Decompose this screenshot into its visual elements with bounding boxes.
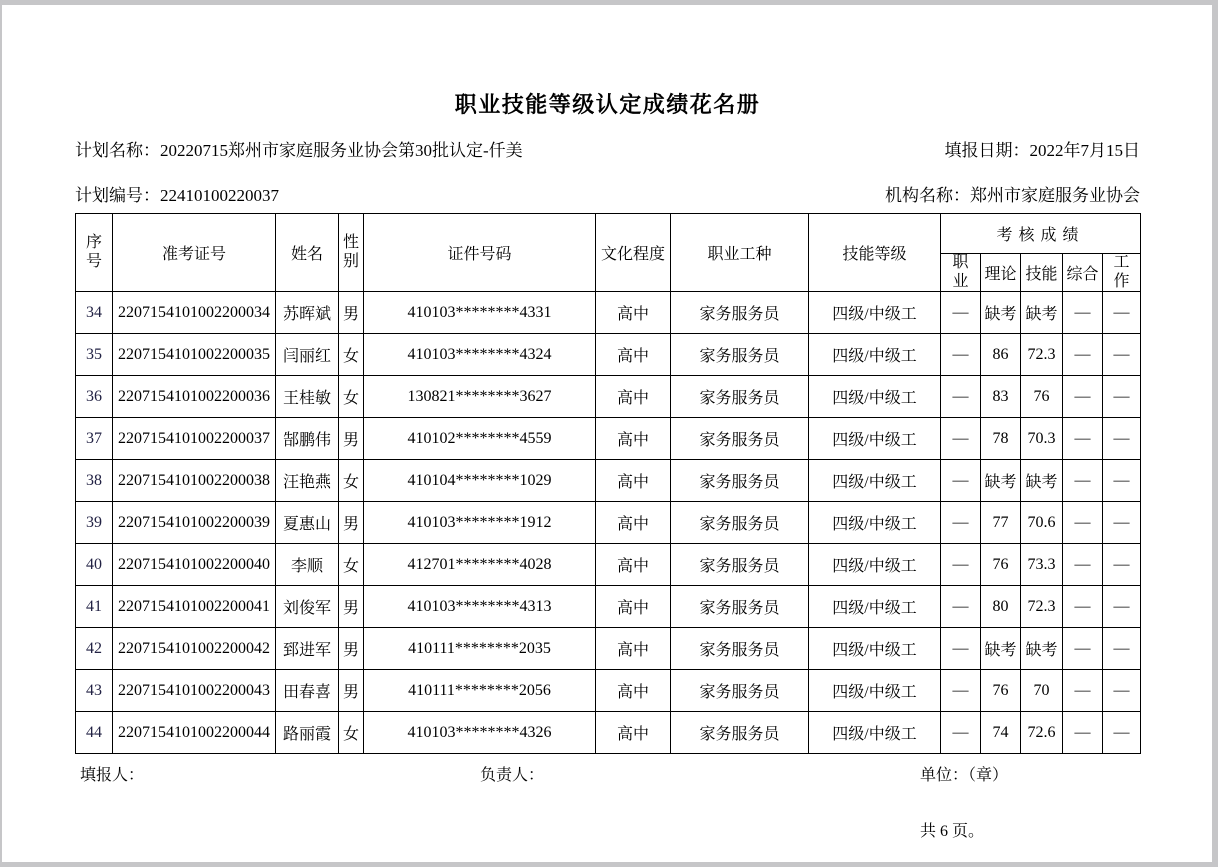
table-cell: 2207154101002200034 xyxy=(113,292,276,334)
report-date-value: 2022年7月15日 xyxy=(1029,141,1140,160)
table-cell: 76 xyxy=(1021,376,1063,418)
plan-code-label: 计划编号： xyxy=(75,186,160,205)
table-cell: 男 xyxy=(339,292,364,334)
table-cell: — xyxy=(1103,376,1141,418)
table-cell: 缺考 xyxy=(1021,628,1063,670)
table-cell: — xyxy=(1103,334,1141,376)
plan-code-value: 22410100220037 xyxy=(160,186,279,205)
table-cell: — xyxy=(941,586,981,628)
table-cell: 四级/中级工 xyxy=(809,292,941,334)
table-cell: 410102********4559 xyxy=(364,418,596,460)
table-cell: 高中 xyxy=(596,544,671,586)
table-cell: 410103********4331 xyxy=(364,292,596,334)
table-cell: 缺考 xyxy=(981,292,1021,334)
col-header-name: 姓名 xyxy=(276,214,339,292)
table-cell: 高中 xyxy=(596,376,671,418)
table-cell: 2207154101002200037 xyxy=(113,418,276,460)
table-cell: — xyxy=(1063,670,1103,712)
table-cell: 男 xyxy=(339,628,364,670)
table-row xyxy=(76,376,1141,418)
table-cell: — xyxy=(1103,586,1141,628)
table-cell: 72.6 xyxy=(1021,712,1063,754)
table-cell: 40 xyxy=(76,544,113,586)
table-cell: — xyxy=(941,376,981,418)
table-cell: 苏晖斌 xyxy=(276,292,339,334)
col-header-score-work xyxy=(1103,254,1141,292)
table-cell: 家务服务员 xyxy=(671,418,809,460)
col-header-education: 文化程度 xyxy=(596,214,671,292)
meta-line-2 xyxy=(75,181,1140,206)
table-cell: — xyxy=(1063,502,1103,544)
table-cell: — xyxy=(941,460,981,502)
table-cell: 2207154101002200042 xyxy=(113,628,276,670)
plan-code xyxy=(75,181,279,206)
table-cell: 2207154101002200040 xyxy=(113,544,276,586)
col-header-score-occupation xyxy=(941,254,981,292)
table-cell: 2207154101002200041 xyxy=(113,586,276,628)
org-name-label: 机构名称： xyxy=(885,186,970,205)
table-cell: — xyxy=(941,544,981,586)
col-header-seq-label: 序号 xyxy=(85,234,102,270)
table-cell: 2207154101002200043 xyxy=(113,670,276,712)
table-cell: 83 xyxy=(981,376,1021,418)
table-cell: — xyxy=(1103,460,1141,502)
plan-name-label: 计划名称： xyxy=(75,141,160,160)
table-cell: — xyxy=(941,712,981,754)
table-cell: 女 xyxy=(339,544,364,586)
table-cell: 四级/中级工 xyxy=(809,502,941,544)
col-header-gender xyxy=(339,214,364,292)
table-cell: — xyxy=(941,670,981,712)
table-cell: 43 xyxy=(76,670,113,712)
table-cell: — xyxy=(1063,544,1103,586)
col-header-score-comprehensive: 综合 xyxy=(1063,254,1103,292)
table-body xyxy=(76,292,1141,754)
table-cell: 86 xyxy=(981,334,1021,376)
table-cell: 70 xyxy=(1021,670,1063,712)
table-row xyxy=(76,502,1141,544)
table-cell: — xyxy=(941,628,981,670)
table-cell: 37 xyxy=(76,418,113,460)
table-cell: 410103********4326 xyxy=(364,712,596,754)
table-cell: — xyxy=(1063,586,1103,628)
manager-label: 负责人： xyxy=(480,767,545,784)
table-cell: — xyxy=(941,418,981,460)
table-cell: 男 xyxy=(339,502,364,544)
table-cell: 四级/中级工 xyxy=(809,334,941,376)
table-cell: 田春喜 xyxy=(276,670,339,712)
table-cell: 闫丽红 xyxy=(276,334,339,376)
table-cell: 缺考 xyxy=(981,460,1021,502)
table-cell: 王桂敏 xyxy=(276,376,339,418)
table-cell: 2207154101002200038 xyxy=(113,460,276,502)
table-cell: 80 xyxy=(981,586,1021,628)
table-cell: 高中 xyxy=(596,502,671,544)
table-cell: 家务服务员 xyxy=(671,544,809,586)
table-cell: 76 xyxy=(981,670,1021,712)
table-cell: 36 xyxy=(76,376,113,418)
table-cell: 高中 xyxy=(596,460,671,502)
table-cell: 2207154101002200044 xyxy=(113,712,276,754)
table-cell: 汪艳燕 xyxy=(276,460,339,502)
table-cell: 四级/中级工 xyxy=(809,418,941,460)
footer-row xyxy=(75,762,1140,782)
table-cell: 410103********4313 xyxy=(364,586,596,628)
col-header-score-skill: 技能 xyxy=(1021,254,1063,292)
col-header-score-occupation-label: 职业 xyxy=(952,254,969,290)
table-cell: 高中 xyxy=(596,586,671,628)
table-cell: 女 xyxy=(339,334,364,376)
table-cell: 72.3 xyxy=(1021,586,1063,628)
table-cell: 女 xyxy=(339,376,364,418)
header-row-1 xyxy=(76,214,1141,254)
table-cell: 78 xyxy=(981,418,1021,460)
table-cell: 男 xyxy=(339,670,364,712)
table-cell: 74 xyxy=(981,712,1021,754)
table-cell: 412701********4028 xyxy=(364,544,596,586)
page-title: 职业技能等级认定成绩花名册 xyxy=(454,92,761,117)
org-name xyxy=(885,181,1140,206)
table-cell: 410104********1029 xyxy=(364,460,596,502)
table-cell: 家务服务员 xyxy=(671,502,809,544)
table-cell: 家务服务员 xyxy=(671,670,809,712)
unit-seal-label: 单位：（章） xyxy=(920,767,1009,784)
col-header-score-group: 考核成绩 xyxy=(941,214,1141,254)
col-header-id-no: 证件号码 xyxy=(364,214,596,292)
table-cell: 家务服务员 xyxy=(671,628,809,670)
table-cell: 44 xyxy=(76,712,113,754)
col-header-score-work-label: 工作 xyxy=(1113,254,1130,290)
table-cell: — xyxy=(1103,418,1141,460)
table-cell: — xyxy=(1103,544,1141,586)
report-date xyxy=(945,136,1141,161)
table-cell: 郜鹏伟 xyxy=(276,418,339,460)
table-cell: 35 xyxy=(76,334,113,376)
table-cell: 高中 xyxy=(596,628,671,670)
table-cell: 男 xyxy=(339,418,364,460)
table-cell: 男 xyxy=(339,586,364,628)
plan-name-value: 20220715郑州市家庭服务业协会第30批认定-仟美 xyxy=(160,141,523,160)
table-cell: — xyxy=(1063,628,1103,670)
table-cell: — xyxy=(1103,292,1141,334)
table-cell: 高中 xyxy=(596,670,671,712)
table-cell: 家务服务员 xyxy=(671,712,809,754)
table-cell: 70.6 xyxy=(1021,502,1063,544)
table-cell: — xyxy=(1063,376,1103,418)
document-content xyxy=(75,5,1140,862)
table-cell: 高中 xyxy=(596,712,671,754)
table-cell: 410111********2035 xyxy=(364,628,596,670)
table-cell: — xyxy=(941,334,981,376)
table-cell: 72.3 xyxy=(1021,334,1063,376)
report-date-label: 填报日期： xyxy=(944,141,1030,160)
table-cell: 缺考 xyxy=(1021,292,1063,334)
table-row xyxy=(76,418,1141,460)
col-header-exam-no: 准考证号 xyxy=(113,214,276,292)
table-cell: — xyxy=(1103,502,1141,544)
table-row xyxy=(76,586,1141,628)
page-count: 共 6 页。 xyxy=(920,823,985,840)
table-row xyxy=(76,334,1141,376)
table-cell: 70.3 xyxy=(1021,418,1063,460)
table-cell: 高中 xyxy=(596,292,671,334)
table-cell: 家务服务员 xyxy=(671,586,809,628)
table-cell: 李顺 xyxy=(276,544,339,586)
table-cell: 41 xyxy=(76,586,113,628)
col-header-seq xyxy=(76,214,113,292)
col-header-skill-level: 技能等级 xyxy=(809,214,941,292)
table-cell: 路丽霞 xyxy=(276,712,339,754)
col-header-score-theory: 理论 xyxy=(981,254,1021,292)
table-row xyxy=(76,544,1141,586)
table-cell: — xyxy=(1063,292,1103,334)
table-cell: — xyxy=(941,292,981,334)
table-cell: 77 xyxy=(981,502,1021,544)
table-cell: 76 xyxy=(981,544,1021,586)
table-cell: 缺考 xyxy=(1021,460,1063,502)
table-cell: 女 xyxy=(339,460,364,502)
table-cell: — xyxy=(1103,712,1141,754)
table-cell: 郅进军 xyxy=(276,628,339,670)
table-cell: 家务服务员 xyxy=(671,376,809,418)
table-cell: 38 xyxy=(76,460,113,502)
table-row xyxy=(76,712,1141,754)
table-cell: 四级/中级工 xyxy=(809,628,941,670)
filler-label: 填报人： xyxy=(80,767,145,784)
table-cell: 家务服务员 xyxy=(671,292,809,334)
table-cell: 女 xyxy=(339,712,364,754)
table-cell: 四级/中级工 xyxy=(809,460,941,502)
table-cell: 130821********3627 xyxy=(364,376,596,418)
table-cell: 夏惠山 xyxy=(276,502,339,544)
table-cell: — xyxy=(1063,334,1103,376)
table-cell: 73.3 xyxy=(1021,544,1063,586)
table-cell: 34 xyxy=(76,292,113,334)
col-header-gender-label: 性别 xyxy=(342,234,359,270)
table-cell: 家务服务员 xyxy=(671,460,809,502)
table-cell: — xyxy=(1063,460,1103,502)
table-cell: 2207154101002200039 xyxy=(113,502,276,544)
table-cell: 42 xyxy=(76,628,113,670)
table-cell: — xyxy=(1063,418,1103,460)
table-cell: 410103********4324 xyxy=(364,334,596,376)
plan-name xyxy=(75,136,523,161)
table-cell: 四级/中级工 xyxy=(809,586,941,628)
table-cell: 2207154101002200036 xyxy=(113,376,276,418)
table-cell: 缺考 xyxy=(981,628,1021,670)
table-cell: — xyxy=(941,502,981,544)
table-row xyxy=(76,628,1141,670)
score-roster-table xyxy=(75,213,1141,754)
meta-line-1 xyxy=(75,136,1140,161)
document-page xyxy=(2,5,1212,862)
table-cell: 家务服务员 xyxy=(671,334,809,376)
table-cell: 四级/中级工 xyxy=(809,544,941,586)
col-header-occupation: 职业工种 xyxy=(671,214,809,292)
table-cell: 2207154101002200035 xyxy=(113,334,276,376)
table-cell: 四级/中级工 xyxy=(809,712,941,754)
table-cell: 刘俊军 xyxy=(276,586,339,628)
table-cell: 39 xyxy=(76,502,113,544)
table-row xyxy=(76,670,1141,712)
table-cell: — xyxy=(1063,712,1103,754)
org-name-value: 郑州市家庭服务业协会 xyxy=(970,186,1140,205)
table-cell: 高中 xyxy=(596,418,671,460)
table-cell: 410111********2056 xyxy=(364,670,596,712)
table-cell: — xyxy=(1103,628,1141,670)
table-row xyxy=(76,460,1141,502)
table-cell: 高中 xyxy=(596,334,671,376)
table-row xyxy=(76,292,1141,334)
table-cell: — xyxy=(1103,670,1141,712)
table-cell: 四级/中级工 xyxy=(809,376,941,418)
table-cell: 410103********1912 xyxy=(364,502,596,544)
table-cell: 四级/中级工 xyxy=(809,670,941,712)
